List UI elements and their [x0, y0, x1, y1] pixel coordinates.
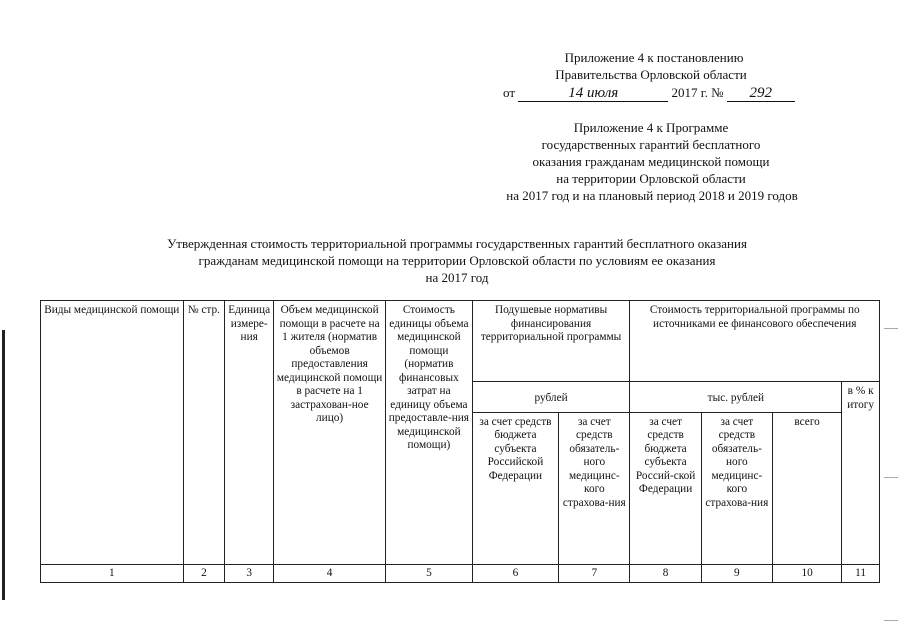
header-percapita-group: Подушевые нормативы финансирования территориальной программы	[472, 301, 630, 382]
appendix-line-1: Приложение 4 к Программе	[573, 120, 729, 135]
scan-margin-mark	[2, 330, 5, 600]
header-row-1	[41, 301, 880, 382]
appendix-line-5: на 2017 год и на плановый период 2018 и 2019 годов	[506, 188, 798, 203]
column-number: 2	[183, 564, 225, 582]
column-number: 7	[559, 564, 630, 582]
title-line-2: гражданам медицинской помощи на территории Орловской области по условиям ее оказания	[198, 253, 716, 268]
appendix-line-4: на территории Орловской области	[556, 171, 746, 186]
column-number-row	[41, 564, 880, 582]
column-number: 1	[41, 564, 184, 582]
column-number: 8	[630, 564, 701, 582]
column-number: 4	[274, 564, 386, 582]
header-total: всего	[773, 412, 842, 564]
column-number: 5	[386, 564, 473, 582]
decree-line-2: Правительства Орловской области	[555, 67, 747, 82]
header-unit-thous: тыс. рублей	[630, 382, 842, 412]
column-number: 10	[773, 564, 842, 582]
header-oms-thous: за счет средств обязатель-ного медицинс-кого страхова-ния	[701, 412, 772, 564]
column-number: 9	[701, 564, 772, 582]
header-cost-group: Стоимость территориальной программы по источниками ее финансового обеспечения	[630, 301, 880, 382]
column-number: 3	[225, 564, 274, 582]
header-budget-rub: за счет средств бюджета субъекта Российской Федерации	[472, 412, 559, 564]
header-oms-rub: за счет средств обязатель-ного медицинс-кого страхова-ния	[559, 412, 630, 564]
header-cost-unit: Стоимость единицы объема медицинской помощи (норматив финансовых затрат на единицу объема предоставле-ния медицинской помощи)	[386, 301, 473, 565]
decree-line-1: Приложение 4 к постановлению	[564, 50, 744, 65]
scan-dash	[884, 328, 898, 329]
header-percent: в % к итогу	[842, 382, 880, 565]
handwritten-date: 14 июля	[518, 85, 668, 102]
title-line-1: Утвержденная стоимость территориальной программы государственных гарантий бесплатного оказания	[167, 236, 747, 251]
scan-dash	[884, 477, 898, 478]
cost-table	[40, 300, 880, 583]
header-unit: Единица измере-ния	[225, 301, 274, 565]
handwritten-number: 292	[727, 85, 795, 102]
number-sign: №	[711, 85, 724, 100]
column-number: 11	[842, 564, 880, 582]
date-prefix: от	[503, 85, 516, 100]
header-volume: Объем медицинской помощи в расчете на 1 жителя (норматив объемов предоставления медицинской помощи в расчете на 1 застрахован-ное лицо)	[274, 301, 386, 565]
scan-dash	[884, 620, 898, 621]
decree-date-line	[503, 85, 795, 102]
title-line-3: на 2017 год	[425, 270, 489, 285]
header-row-no: № стр.	[183, 301, 225, 565]
date-year: 2017 г.	[671, 85, 708, 100]
appendix-line-2: государственных гарантий бесплатного	[541, 137, 761, 152]
header-unit-rub: рублей	[472, 382, 630, 412]
header-budget-thous: за счет средств бюджета субъекта Россий-ской Федерации	[630, 412, 701, 564]
column-number: 6	[472, 564, 559, 582]
appendix-line-3: оказания гражданам медицинской помощи	[532, 154, 770, 169]
header-types: Виды медицинской помощи	[41, 301, 184, 565]
